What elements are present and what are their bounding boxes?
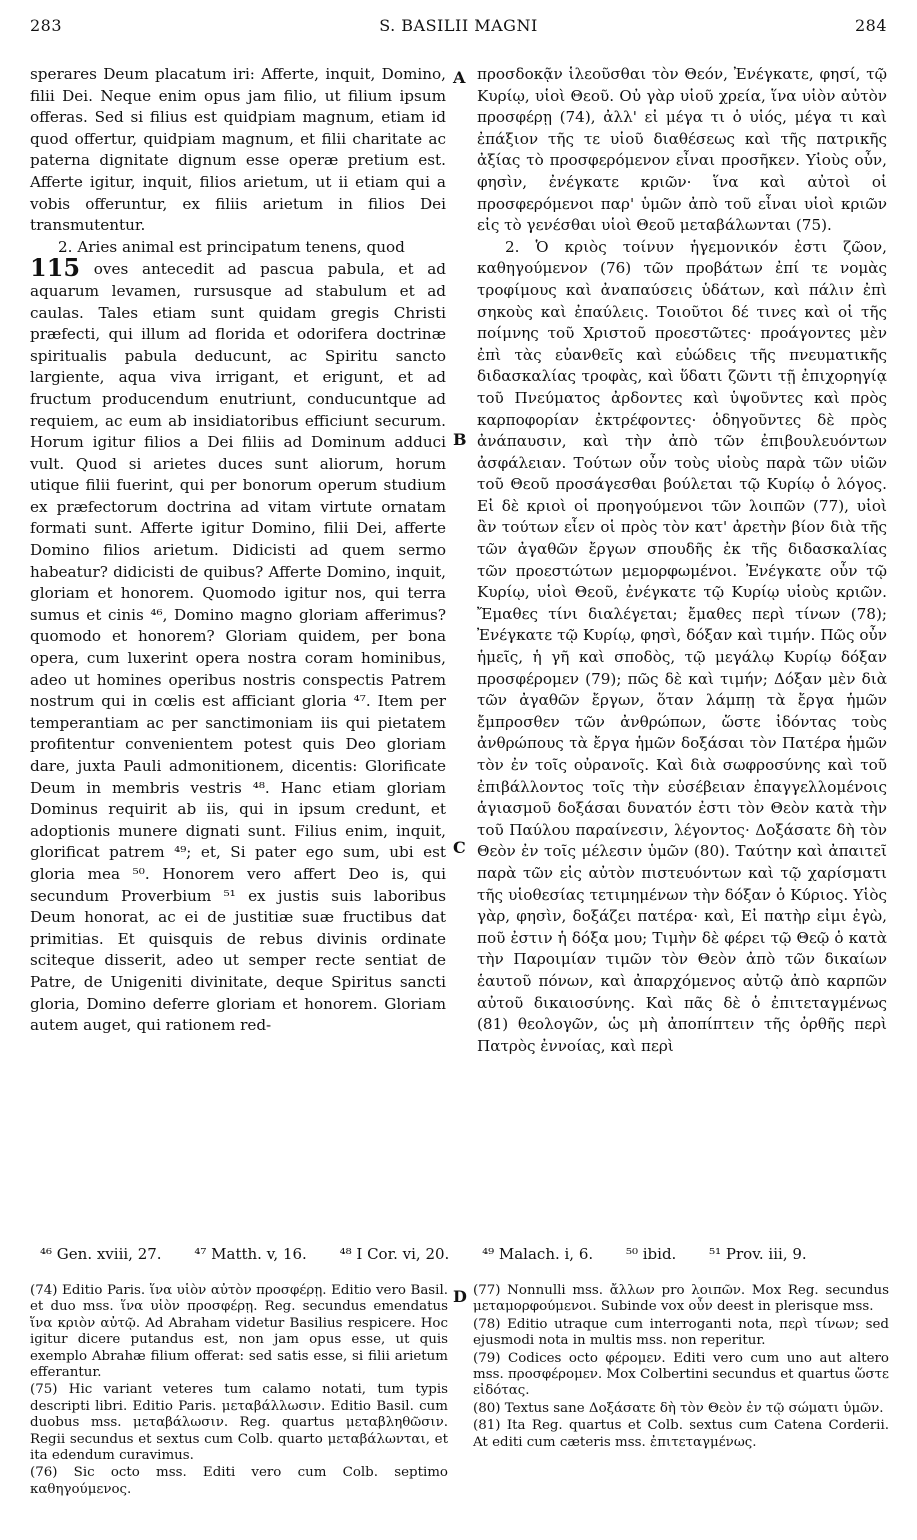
greek-paragraph-1: προσδοκᾷν ἱλεοῦσθαι τὸν Θεόν, Ἐνέγκατε, φησί, τῷ Κυρίῳ, υἱοὶ Θεοῦ. Οὐ γὰρ υἱοῦ χρεία, ἵνα υἱὸν αὐτὸν προσφέρῃ (74), ἀλλ' εἰ μέγα τι ὁ υἱός, μέγα τι καὶ ἐπάξιον τῆς τε υἱοῦ διαθέσεως καὶ τῆς πατρικῆς ἀξίας τὸ προσφερόμενον εἶναι προσῆκεν. Υἱοὺς οὖν, φησὶν, ἐνέγκατε κριῶν· ἵνα καὶ αὐτοὶ οἱ προσφερόμενοι παρ' ὑμῶν ἀπὸ τοῦ εἶναι υἱοὶ κριῶν εἰς τὸ γενέσθαι υἱοὶ Θεοῦ μεταβάλωνται (75). [477, 65, 887, 235]
reference: ⁵⁰ ibid. [625, 1245, 677, 1263]
footnote: (76) Sic octo mss. Editi vero cum Colb. septimo καθηγούμενος. [30, 1465, 448, 1497]
footnote: (81) Ita Reg. quartus et Colb. sextus cum Catena Corderii. At editi cum cæteris mss. ἐπιτεταγμένως. [473, 1418, 889, 1450]
right-page-number: 284 [854, 16, 887, 35]
reference: ⁴⁷ Matth. v, 16. [194, 1245, 307, 1263]
margin-letter-b: B [453, 430, 467, 449]
running-header [30, 16, 887, 42]
margin-letter-d: D [453, 1287, 467, 1306]
footnote: (74) Editio Paris. ἵνα υἱὸν αὐτὸν προσφέρῃ. Editio vero Basil. et duo mss. ἵνα υἱὸν προσφέρῃ. Reg. secundus emendatus ἵνα κριὸν αὐτῷ. Ad Abraham videtur Basilius respicere. Hoc igitur dicere putandus est, non jam opus esse, ut quis exemplo Abrahæ filium offerat: sed satis esse, si filii arietum efferantur. [30, 1283, 448, 1381]
margin-letter-a: A [453, 68, 466, 87]
footnote: (78) Editio utraque cum interroganti nota, περὶ τίνων; sed ejusmodi nota in multis mss. non reperitur. [473, 1316, 889, 1349]
latin-paragraph-2-text: oves antecedit ad pascua pabula, et ad aquarum levamen, rursusque ad stabulum et ad caulas. Tales etiam sunt quidam gregis Christi præfecti, qui illum ad florida et odorifera doctrinæ spiritualis pabula deducunt, ac Spiritu sancto largiente, aqua viva irrigant, et erigunt, et ad fructum producendum enutriunt, conducuntque ad requiem, ac eum ab insidiatoribus efficiunt securum. Horum igitur filios a Dei filiis ad Dominum adduci vult. Quod si arietes duces sunt aliorum, horum utique filii fuerint, qui per bonorum operum studium ex præfectorum doctrina ad vitam virtute ornatam formati sunt. Afferte igitur Domino, filii Dei, afferte Domino filios arietum. Didicisti ad quem sermo habeatur? didicisti de quibus? Afferte Domino, inquit, gloriam et honorem. Quomodo igitur nos, qui terra sumus et cinis ⁴⁶, Domino magno gloriam afferimus? quomodo et honorem? Gloriam quidem, per bona opera, cum luxerint opera nostra coram hominibus, adeo ut homines operibus nostris conspectis Patrem nostrum qui in cœlis est afficiant gloria ⁴⁷. Item per temperantiam ac per sanctimoniam iis qui pietatem profitentur convenientem potest quis Deo gloriam dare, juxta Pauli admonitionem, dicentis: Glorificate Deum in membris vestris ⁴⁸. Hanc etiam gloriam Dominus requirit ab iis, qui in ipsum credunt, et adoptionis munere dignati sunt. Filius enim, inquit, glorificat patrem ⁴⁹; et, Si pater ego sum, ubi est gloria mea ⁵⁰. Honorem vero affert Deo is, qui secundum Proverbium ⁵¹ ex justis suis laboribus Deum honorat, ac ei de justitiæ suæ fructibus dat primitias. Et quisquis de rebus divinis ordinate sciteque disserit, adeo ut semper recte sentiat de Patre, de Unigeniti divinitate, deque Spiritus sancti gloria, Domino deferre gloriam et honorem. Gloriam autem auget, qui rationem red- [30, 260, 446, 1035]
scripture-references [40, 1245, 890, 1263]
left-page-number: 283 [30, 16, 63, 35]
footnote: (77) Nonnulli mss. ἄλλων pro λοιπῶν. Mox Reg. secundus μεταμορφούμενοι. Subinde vox οὖν deest in plerisque mss. [473, 1283, 889, 1315]
latin-column [30, 64, 446, 1037]
reference: ⁴⁶ Gen. xviii, 27. [40, 1245, 162, 1263]
reference: ⁴⁹ Malach. i, 6. [482, 1245, 594, 1263]
latin-paragraph-1: sperares Deum placatum iri: Afferte, inquit, Domino, filii Dei. Neque enim opus jam filio, ut filium ipsum offeras. Sed si filius est quidpiam magnum, etiam id quod offertur, quidpiam magnum, et filii charitate ac paterna dignitate dignum esse operæ pretium est. Afferte igitur, inquit, filios arietum, ut ii etiam qui a vobis offeruntur, ex filiis arietum in filios Dei transmutentur. [30, 65, 446, 235]
margin-letter-c: C [453, 838, 466, 857]
greek-column [477, 64, 887, 1057]
footnote: (79) Codices octo φέρομεν. Editi vero cum uno aut altero mss. προσφέρομεν. Mox Colbertini secundus et quartus ὥστε εἰδότας. [473, 1350, 889, 1399]
footnotes-right [473, 1283, 889, 1452]
margin-column-number: 115 [30, 253, 81, 283]
latin-paragraph-2 [30, 253, 446, 1036]
footnote: (75) Hic variant veteres tum calamo notati, tum typis descripti libri. Editio Paris. μεταβάλλωσιν. Editio Basil. cum duobus mss. μεταβάλωσιν. Reg. quartus μεταβληθῶσιν. Regii secundus et sextus cum Colb. quarto μεταβάλωνται, et ita edendum curavimus. [30, 1382, 448, 1464]
reference: ⁴⁸ I Cor. vi, 20. [339, 1245, 450, 1263]
footnote: (80) Textus sane Δοξάσατε δὴ τὸν Θεὸν ἐν τῷ σώματι ὑμῶν. [473, 1400, 884, 1416]
reference: ⁵¹ Prov. iii, 9. [709, 1245, 807, 1263]
running-title: S. BASILII MAGNI [379, 16, 538, 35]
latin-paragraph-2-start: 2. Aries animal est principatum tenens, quod [58, 237, 405, 256]
footnotes-left [30, 1283, 448, 1499]
greek-paragraph-2: 2. Ὁ κριὸς τοίνυν ἡγεμονικόν ἐστι ζῶον, καθηγούμενον (76) τῶν προβάτων ἐπί τε νομὰς τροφίμους καὶ ἀναπαύσεις ὑδάτων, καὶ πάλιν ἐπὶ σηκοὺς καὶ ἐπαύλεις. Τοιοῦτοι δέ τινες καὶ οἱ τῆς ποίμνης τοῦ Χριστοῦ προεστῶτες· προάγοντες μὲν ἐπὶ τὰς εὐανθεῖς καὶ εὐώδεις τῆς πνευματικῆς διδασκαλίας τροφὰς, καὶ ὕδατι ζῶντι τῇ ἐπιχορηγίᾳ τοῦ Πνεύματος ἀρδοντες καὶ ὑψοῦντες καὶ πρὸς καρποφορίαν ἐκτρέφοντες· ὁδηγοῦντες δὲ πρὸς ἀνάπαυσιν, καὶ τὴν ἀπὸ τῶν ἐπιβουλευόντων ἀσφάλειαν. Τούτων οὖν τοὺς υἱοὺς παρὰ τῶν υἱῶν τοῦ Θεοῦ προσάγεσθαι βούλεται τῷ Κυρίῳ ὁ λόγος. Εἰ δὲ κριοὶ οἱ προηγούμενοι τῶν λοιπῶν (77), υἱοὶ ἂν τούτων εἶεν οἱ πρὸς τὸν κατ' ἀρετὴν βίον διὰ τῆς τῶν ἀγαθῶν ἔργων σπουδῆς ἐκ τῆς διδασκαλίας τῶν προεστώτων μεμορφωμένοι. Ἐνέγκατε οὖν τῷ Κυρίῳ, υἱοὶ Θεοῦ, ἐνέγκατε τῷ Κυρίῳ υἱοὺς κριῶν. Ἔμαθες τίνι διαλέγεται; ἔμαθες περὶ τίνων (78); Ἐνέγκατε τῷ Κυρίῳ, φησὶ, δόξαν καὶ τιμήν. Πῶς οὖν ἡμεῖς, ἡ γῆ καὶ σποδὸς, τῷ μεγάλῳ Κυρίῳ δόξαν προσφέρομεν (79); πῶς δὲ καὶ τιμήν; Δόξαν μὲν διὰ τῶν ἀγαθῶν ἔργων, ὅταν λάμπῃ τὰ ἔργα ἡμῶν ἔμπροσθεν τῶν ἀνθρώπων, ὥστε ἰδόντας τοὺς ἀνθρώπους τὰ ἔργα ἡμῶν δοξάσαι τὸν Πατέρα ἡμῶν τὸν ἐν τοῖς οὐρανοῖς. Καὶ διὰ σωφροσύνης καὶ τοῦ ἐπιβάλλοντος τοῖς τὴν εὐσέβειαν ἐπαγγελλομένοις ἁγιασμοῦ δοξάσαι δυνατόν ἐστι τὸν Θεὸν κατὰ τὴν τοῦ Παύλου παραίνεσιν, λέγοντος· Δοξάσατε δὴ τὸν Θεὸν ἐν τοῖς μέλεσιν ὑμῶν (80). Ταύτην καὶ ἀπαιτεῖ παρὰ τῶν εἰς αὐτὸν πιστευόντων καὶ τῷ χαρίσματι τῆς υἱοθεσίας τετιμημένων τὴν δόξαν ὁ Κύριος. Υἱὸς γὰρ, φησὶν, δοξάζει πατέρα· καὶ, Εἰ πατὴρ εἰμι ἐγὼ, ποῦ ἐστιν ἡ δόξα μου; Τιμὴν δὲ φέρει τῷ Θεῷ ὁ κατὰ τὴν Παροιμίαν τιμῶν τὸν Θεὸν ἀπὸ τῶν δικαίων ἑαυτοῦ πόνων, καὶ ἀπαρχόμενος αὐτῷ ἀπὸ καρπῶν αὐτοῦ δικαιοσύνης. Καὶ πᾶς δὲ ὁ ἐπιτεταγμένως (81) θεολογῶν, ὡς μὴ ἀποπίπτειν τῆς ὀρθῆς περὶ Πατρὸς ἐννοίας, καὶ περὶ [477, 237, 887, 1055]
